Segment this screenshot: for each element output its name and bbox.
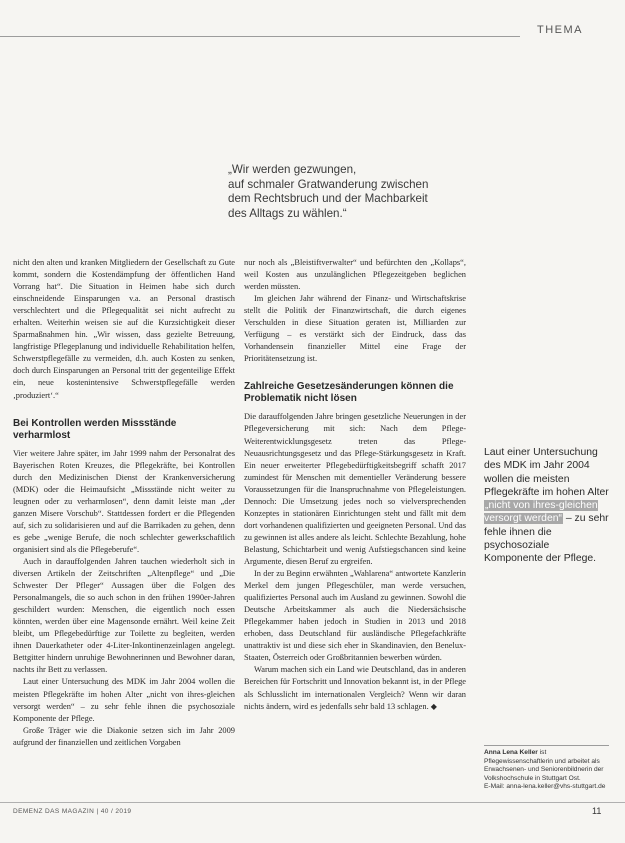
body-paragraph <box>244 664 466 712</box>
author-description: ist Pflegewissenschaftlerin und arbeitet als Erwachsenen- und Seniorenbildnerin der Volkshochschule in Stuttgart Ost. <box>484 749 604 782</box>
author-name: Anna Lena Keller <box>484 749 538 756</box>
body-paragraph: Die darauffolgenden Jahre bringen gesetzliche Neuerungen in der Pflegeversicherung mit sich: Nach dem Pflege-Weiterentwicklungsgesetz treten das Pflege-Neuausrichtungsgesetz und das Pflege-Stärkungsgesetz in Kraft. Ein neuer erweiterter Pflegebedürftigkeitsbegriff schafft 2017 zumindest für Menschen mit dementieller Veränderung bessere Voraussetzungen für die Inanspruchnahme von Pflegeleistungen. Dennoch: Die Umsetzung jedes noch so vielversprechenden Konzeptes in stationären Einrichtungen steht und fällt mit dem dort vorhandenen qualifizierten und geeigneten Personal. Und das zu gewinnen ist alles andere als leicht. Schlechte Bezahlung, hohe Belastung, Schichtarbeit und wenig Aufstiegschancen sind keine Argumente, diesen Beruf zu ergreifen. <box>244 412 466 566</box>
closing-text: Warum machen sich ein Land wie Deutschland, das in anderen Bereichen für Fortschritt und Innovation bekannt ist, in der Pflege als Schlusslicht im internationalen Vergleich? Wenn wir daran nichts ändern, wird es jedenfalls sehr bald 13 schlagen. <box>244 665 466 711</box>
middle-column <box>244 257 466 713</box>
bio-rule <box>484 745 609 746</box>
body-paragraph: Laut einer Untersuchung des MDK im Jahr 2004 wollen die meisten Pflegekräfte im hohen Alter „nicht von ihres-gleichen versorgt werden“ – zu sehr fehle ihnen die psychosoziale Komponente der Pflege. <box>13 677 235 723</box>
subheading: Bei Kontrollen werden Missstände verharmlost <box>13 417 177 441</box>
body-paragraph: nicht den alten und kranken Mitgliedern der Gesellschaft zu Gute kommt, sondern die Kostendämpfung der öffentlichen Hand Vorrang hat“. Die Situation in Heimen habe sich durch einschneidende Einsparungen v.a. an Personal drastisch verschlechtert und die Pflegequalität sei nicht aufrecht zu erhalten. Weiterhin weisen sie auf die Kurzsichtigkeit dieser Sparmaßnahmen hin. „Wir wissen, dass gezielte Betreuung, langfristige Pflegeplanung und individuelle Rehabilitation helfen, Schwerstpflegefälle zu vermeiden, d.h. auch Kosten zu senken, doch durch Einsparungen an Personal tritt der gegenteilige Effekt ein, neue kostenintensive Schwerstpflegefälle werden ‚produziert‘.“ <box>13 258 235 400</box>
quote-line: auf schmaler Gratwanderung zwischen <box>228 177 429 191</box>
body-paragraph: Auch in darauffolgenden Jahren tauchen wiederholt sich in diversen Artikeln der Zeitschriften „Altenpflege“ und „Die Schwester Der Pfleger“ Aussagen über die Folgen des Personalmangels, die so auch schon in den frühen 1990er-Jahren geschildert wurden: Menschen, die eigentlich noch essen könnten, werden über eine Magensonde ernährt. Weil keine Zeit bleibt, um Pflegebedürftige zur Toilette zu begleiten, werden ihnen Dauerkatheter oder 4-Liter-Inkontinenzeinlagen angelegt. Bettgitter hindern unruhige Bewohnerinnen und Bewohner daran, nachts ihr Bett zu verlassen. <box>13 556 235 675</box>
subheading: Zahlreiche Gesetzesänderungen können die Problematik nicht lösen <box>244 381 454 405</box>
body-paragraph: Große Träger wie die Diakonie setzen sich im Jahr 2009 aufgrund der finanziellen und zeitlichen Vorgaben <box>13 725 235 747</box>
pull-quote-highlight: „nicht von ihres-gleichen versorgt werden“ <box>484 500 598 525</box>
page-number: 11 <box>592 806 602 816</box>
section-label: THEMA <box>537 24 583 36</box>
quote-line: des Alltags zu wählen.“ <box>228 206 347 220</box>
body-paragraph: Im gleichen Jahr während der Finanz- und Wirtschaftskrise stellt die Politik der Finanzwirtschaft, die durch eigenes Verschulden in diese Situation geraten ist, Milliarden zur Verfügung – es verstärkt sich der Eindruck, dass das Vorhandensein finanzieller Mittel eine Frage der Prioritätensetzung ist. <box>244 294 466 364</box>
intro-quote <box>228 163 548 221</box>
publication-name: DEMENZ DAS MAGAZIN | 40 / 2019 <box>13 808 132 815</box>
end-mark-icon: ◆ <box>430 701 437 711</box>
pull-quote-text: Laut einer Untersuchung des MDK im Jahr 2004 wollen die meisten Pflegekräfte im hohen Alter <box>484 447 609 498</box>
left-column <box>13 257 235 749</box>
author-email[interactable]: E-Mail: anna-lena.keller@vhs-stuttgart.de <box>484 783 606 791</box>
header-rule <box>0 36 520 37</box>
author-bio <box>484 749 609 792</box>
footer-rule <box>0 802 625 803</box>
quote-line: „Wir werden gezwungen, <box>228 163 357 176</box>
pull-quote <box>484 446 609 566</box>
pull-quote-text: – zu sehr fehle ihnen die psychosoziale Komponente der Pflege. <box>484 513 609 565</box>
body-paragraph: In der zu Beginn erwähnten „Wahlarena“ antwortete Kanzlerin Merkel dem jungen Pflegeschüler, man werde versuchen, qualifiziertes Personal auch im Ausland zu gewinnen. Sowohl die Deutsche Arbeitskammer als auch die Niedersächsische Pflegekammer haben jedoch in Studien in 2013 und 2018 erhoben, dass Deutschland für ausländische Pflegefachkräfte unattraktiv ist und diese sich eher in Skandinavien, den Benelux-Staaten, Österreich oder Großbritannien bewerben würden. <box>244 569 466 663</box>
body-paragraph: nur noch als „Bleistiftverwalter“ und befürchten den „Kollaps“, weil Kosten aus unzulänglichen Pflegezeitgeben beglichen werden müssten. <box>244 258 466 292</box>
body-paragraph: Vier weitere Jahre später, im Jahr 1999 nahm der Personalrat des Bayerischen Roten Kreuzes, die Pflegekräfte, bei Kontrollen durch den Medizinischen Dienst der Krankenversicherung (MDK) oder die Heimaufsicht „Missstände nicht weiter zu leugnen oder zu verharmlosen“, denn damit leiste man „der ganzen Misere Vorschub“. Stattdessen fordert er die Pflegenden auf, sich zu solidarisieren und auf die Barrikaden zu gehen, denn es gebe „wenige Berufe, die noch schlechter gewerkschaftlich organisiert sind als die Pflegeberufe“. <box>13 448 235 554</box>
quote-line: dem Rechtsbruch und der Machbarkeit <box>228 192 428 206</box>
